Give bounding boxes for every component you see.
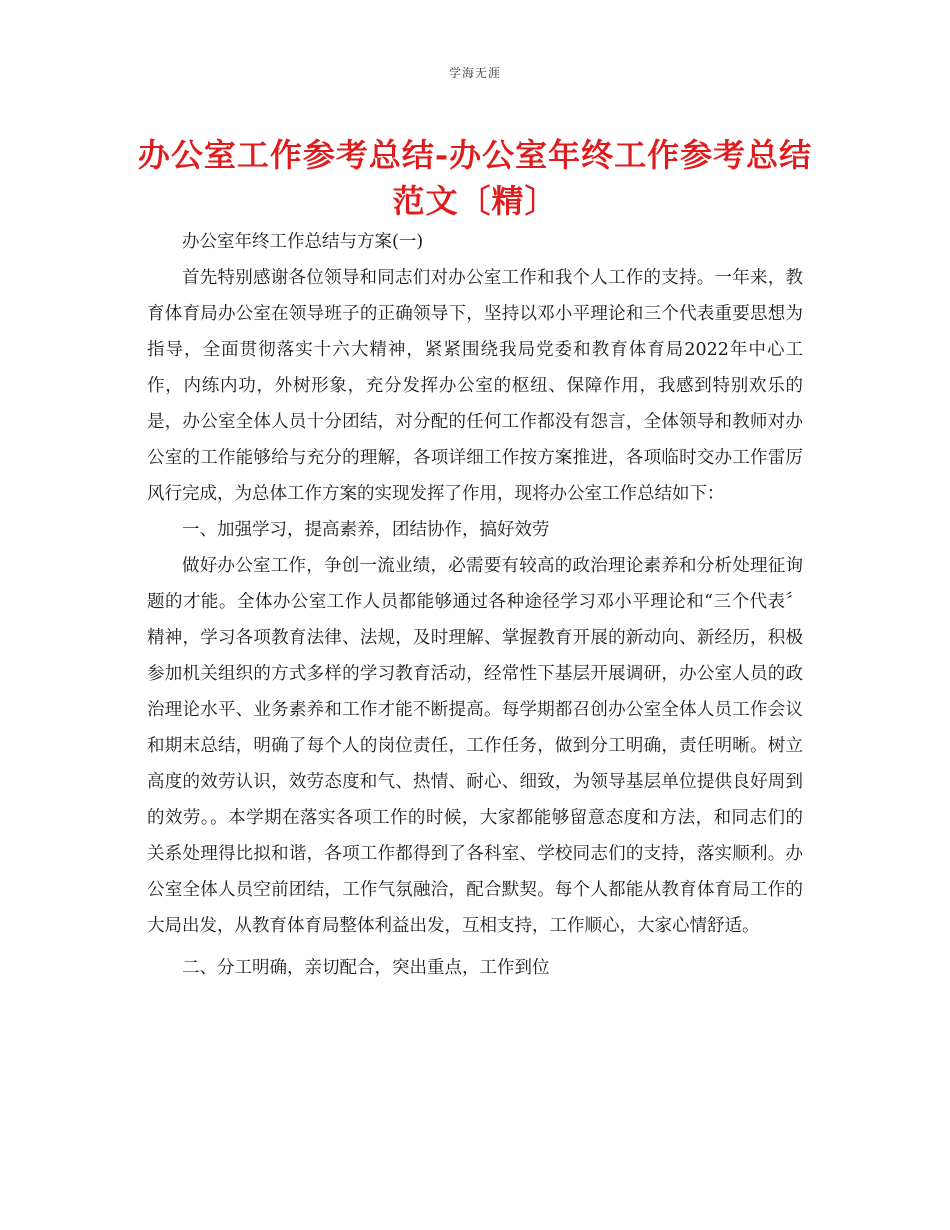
document-title-line-2: 范文〔精〕	[392, 182, 558, 220]
document-body	[147, 224, 803, 986]
section-heading-2: 二、分工明确，亲切配合，突出重点，工作到位	[182, 958, 550, 978]
document-title	[120, 132, 830, 224]
section-heading-1: 一、加强学习，提高素养，团结协作，搞好效劳	[182, 520, 550, 540]
header-note: 学海无涯	[448, 66, 501, 80]
document-title-line-1: 办公室工作参考总结-办公室年终工作参考总结	[137, 136, 813, 174]
paragraph-intro: 首先特别感谢各位领导和同志们对办公室工作和我个人工作的支持。一年来，教育体育局办公室在领导班子的正确领导下，坚持以邓小平理论和三个代表重要思想为指导，全面贯彻落实十六大精神，紧紧围绕我局党委和教育体育局2022年中心工作，内练内功，外树形象，充分发挥办公室的枢纽、保障作用，我感到特别欢乐的是，办公室全体人员十分团结，对分配的任何工作都没有怨言，全体领导和教师对办公室的工作能够给与充分的理解，各项详细工作按方案推进，各项临时交办工作雷厉风行完成，为总体工作方案的实现发挥了作用，现将办公室工作总结如下：	[147, 268, 803, 504]
paragraph-section-1: 做好办公室工作，争创一流业绩，必需要有较高的政治理论素养和分析处理征询题的才能。全体办公室工作人员都能够通过各种途径学习邓小平理论和“三个代表〞精神，学习各项教育法律、法规，及时理解、掌握教育开展的新动向、新经历，积极参加机关组织的方式多样的学习教育活动，经常性下基层开展调研，办公室人员的政治理论水平、业务素养和工作才能不断提高。每学期都召创办公室全体人员工作会议和期末总结，明确了每个人的岗位责任，工作任务，做到分工明确，责任明晰。树立高度的效劳认识，效劳态度和气、热情、耐心、细致，为领导基层单位提供良好周到的效劳。。本学期在落实各项工作的时候，大家都能够留意态度和方法，和同志们的关系处理得比拟和谐，各项工作都得到了各科室、学校同志们的支持，落实顺利。办公室全体人员空前团结，工作气氛融洽，配合默契。每个人都能从教育体育局工作的大局出发，从教育体育局整体利益出发，互相支持，工作顺心，大家心情舒适。	[147, 556, 803, 936]
section-subtitle: 办公室年终工作总结与方案(一)	[182, 232, 424, 252]
